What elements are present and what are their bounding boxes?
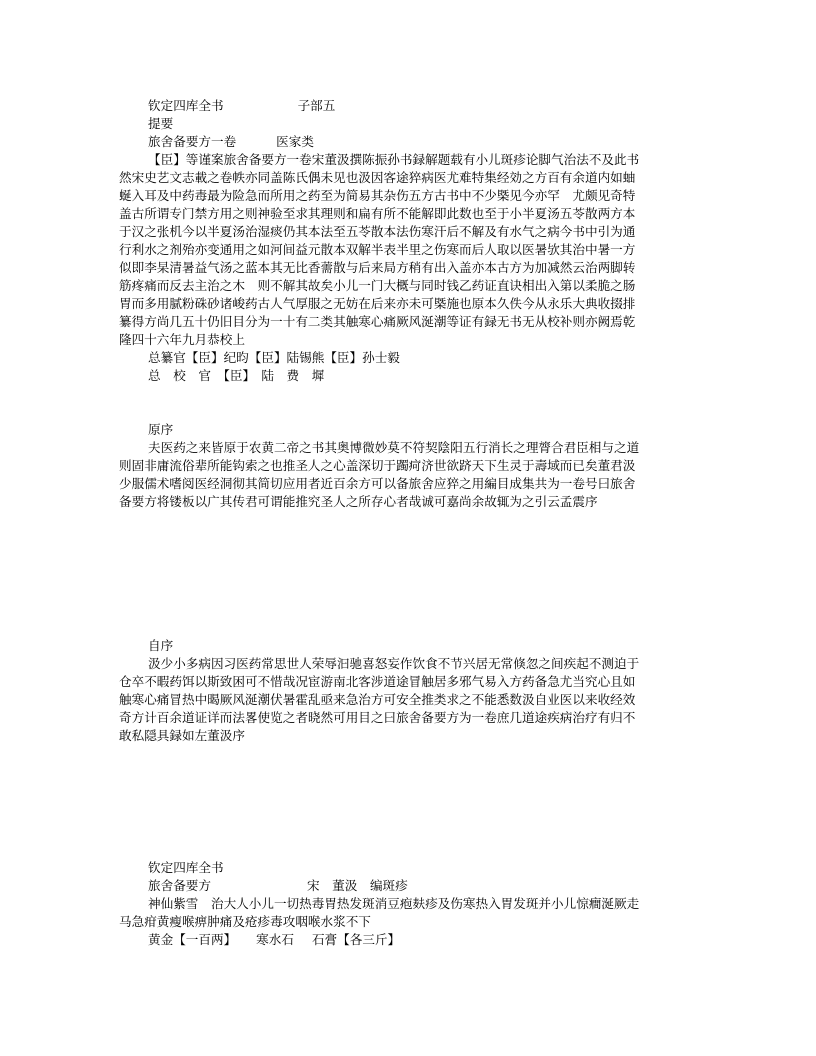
summary-line: 【臣】等谨案旅舍备要方一卷宋董汲撰陈振孙书録解题载有小儿斑疹论脚气治法不及此书	[148, 152, 640, 167]
summary-line: 筋疼痛而反去主治之木 则不解其故矣小儿一门大概与同时钱乙药证直诀相出入第以柔脆之肠	[119, 278, 636, 293]
preface-line: 少服儒术嗜阅医经洞彻其简切应用者近百余方可以备旅舍应猝之用編目成集共为一卷号曰旅舍	[119, 476, 636, 491]
self-preface-line: 触寒心痛冒热中暍厥风涎潮伏暑霍乱亟来急治方可安全推类求之不能悉数汲自业医以来收经效	[119, 692, 636, 707]
summary-line: 行利水之剂殆亦变通用之如河间益元散本双解半表半里之伤寒而后人取以医暑欤其治中暑一方	[119, 242, 636, 257]
self-preface-line: 汲少小多病因习医药常思世人荣辱汩驰喜怒妄作饮食不节兴居无常倏忽之间疾起不测迫于	[148, 656, 640, 671]
summary-line: 盖古所谓专门禁方用之则神验至求其理则和扁有所不能解即此数也至于小半夏汤五苓散两方本	[119, 206, 636, 221]
ingredients-line	[148, 932, 728, 948]
book-line-2	[148, 878, 728, 894]
summary-line: 然宋史艺文志載之卷帙亦同盖陈氏偶未见也汲因客途猝病医尤难特集经効之方百有余道内如蚰	[119, 170, 636, 185]
preface-line: 备要方将镂板以广其传君可谓能推究圣人之所存心者哉诚可嘉尚余故辄为之引云孟震序	[119, 494, 598, 509]
summary-line: 胃而多用腻粉硃砂诸峻药古人气厚服之无妨在后来亦未可槩施也原本久佚今从永乐大典收掇排	[119, 296, 636, 311]
self-preface-line: 敢私隠具録如左董汲序	[119, 728, 245, 743]
self-preface-heading: 自序	[148, 638, 174, 653]
self-preface-line: 奇方计百余道证详而法畧使览之者晓然可用目之曰旅舍备要方为一卷庶几道途疾病治疗有归不	[119, 710, 636, 725]
collection-header-2: 钦定四库全书	[148, 860, 224, 875]
preface-line: 则固非庸流俗辈所能钩索之也推圣人之心盖深切于躅疴济世欲跻天下生灵于壽域而已矣董君汲	[119, 458, 636, 473]
summary-line: 蜒入耳及中药毒最为险急而所用之药至为简易其杂伤五方古书中不少槩见今亦罕 尤颇见奇特	[119, 188, 636, 203]
book-line	[148, 134, 728, 150]
ingredient: 黄金【一百两】	[148, 932, 237, 947]
summary-line: 隆四十六年九月恭校上	[119, 332, 245, 347]
preface-line: 夫医药之来皆原于农黄二帝之书其奥博微妙莫不符契陰阳五行消长之理膂合君臣相与之道	[148, 440, 640, 455]
editors-line: 总纂官【臣】纪昀【臣】陆锡熊【臣】孙士毅	[148, 350, 400, 365]
summary-line: 似即李杲清暑益气汤之蓝本其无比香薷散与后来局方稍有出入盖亦本古方为加减然云治两脚转	[119, 260, 636, 275]
book-category: 医家类	[276, 134, 314, 149]
proofreader-line: 总 校 官 【臣】 陆 费 墀	[148, 368, 325, 383]
tiyao-heading: 提要	[148, 116, 174, 131]
summary-line: 纂得方尚几五十仍旧目分为一十有二类其触寒心痛厥风涎潮等证有録无书无从校补则亦阙焉乾	[119, 314, 636, 329]
ingredient: 石膏【各三斤】	[311, 932, 401, 947]
recipe-text: 治大人小儿一切热毒胃热发斑消豆疱麸疹及伤寒热入胃发斑并小儿惊癎涎厥走	[198, 896, 640, 911]
recipe-line: 马急疳黄瘦喉痹肿痛及疮疹毒攻咽喉水浆不下	[119, 914, 371, 929]
book-author: 宋 董汲 编斑疹	[306, 878, 408, 893]
collection-header	[148, 98, 728, 114]
book-title: 旅舍备要方一卷	[148, 134, 237, 149]
preface-heading: 原序	[148, 422, 174, 437]
recipe-name: 神仙紫雪	[148, 896, 199, 911]
summary-line: 于汉之张机今以半夏汤治湿痰仍其本法至五苓散本法伤寒汗后不解及有水气之病今书中引为通	[119, 224, 636, 239]
collection-title: 钦定四库全书	[148, 98, 224, 113]
self-preface-line: 仓卒不暇药饵以斯致困可不惜哉况宦游南北客涉道途冒触居多邪气易入方药备急尤当究心且如	[119, 674, 636, 689]
recipe-line	[148, 896, 728, 912]
ingredient: 寒水石	[256, 932, 294, 947]
section-label: 子部五	[297, 98, 336, 113]
book-title-2: 旅舍备要方	[148, 878, 211, 893]
